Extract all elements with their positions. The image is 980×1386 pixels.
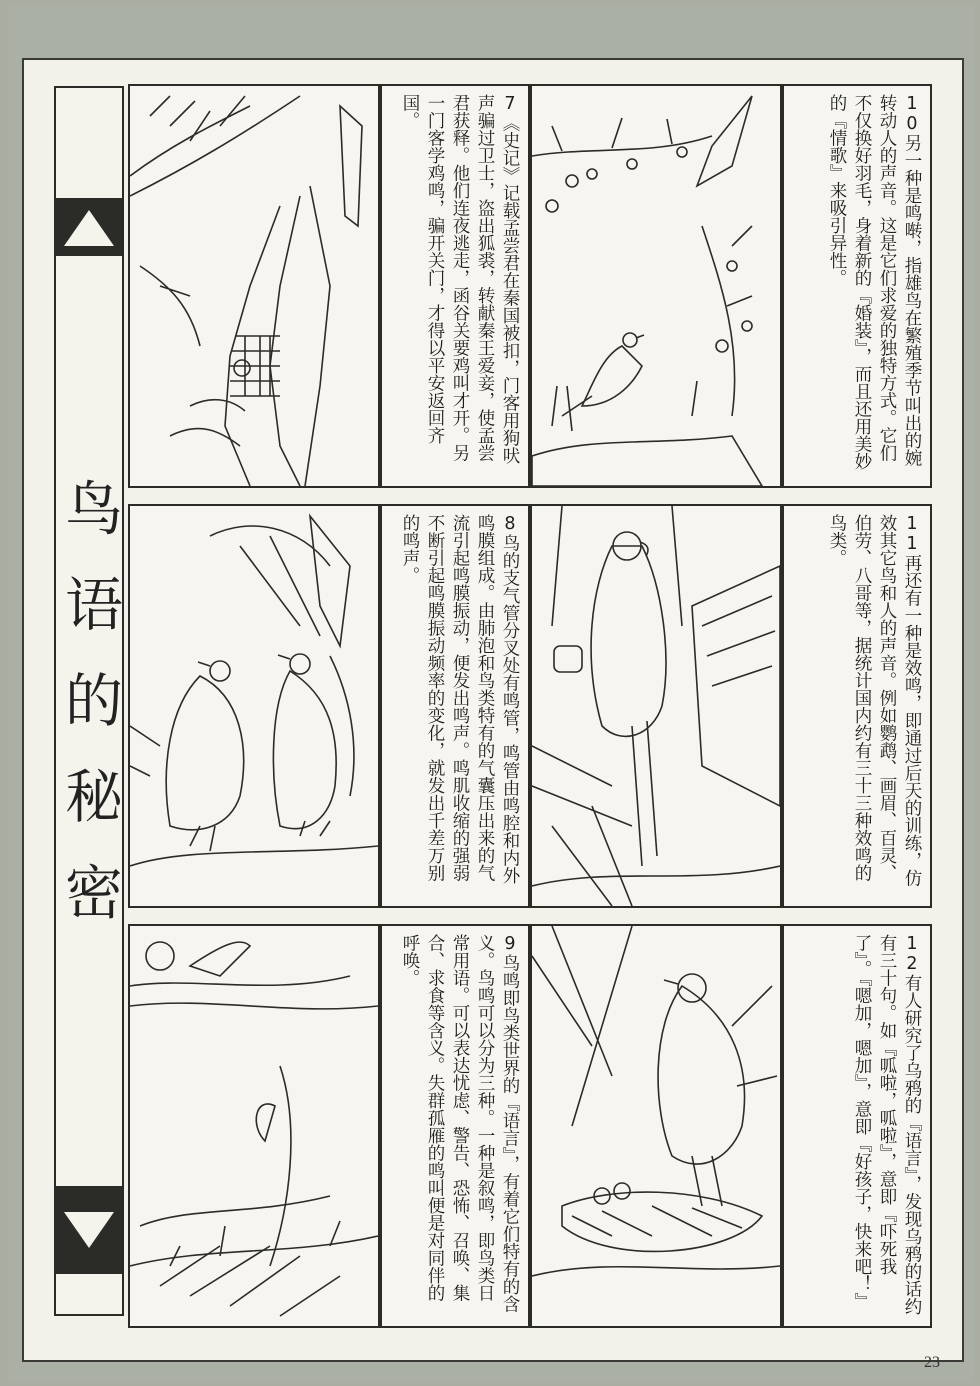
title-column — [54, 86, 124, 1316]
illustration-9-wild-geese — [128, 924, 380, 1328]
page-number: 23 — [924, 1354, 940, 1371]
page-sheet — [8, 6, 974, 1382]
caption-7-body: 《史记》记载孟尝君在秦国被扣，门客用狗吠声骗过卫士，盗出狐裘，转献秦王爱妾，使孟尝君获释。他们连夜逃走，函谷关要鸡叫才开。另一门客学鸡鸣，骗开关门，才得以平安返回齐国。 — [400, 94, 520, 464]
illustration-11-parrot — [530, 504, 782, 908]
page-frame — [22, 58, 964, 1362]
caption-7-number: 7 — [500, 94, 520, 114]
caption-12-number: 12 — [902, 934, 922, 974]
caption-7 — [380, 84, 530, 488]
page-title: 鸟语的秘密 — [55, 478, 123, 958]
up-triangle-icon — [62, 208, 116, 248]
caption-11-body: 再还有一种是效鸣，即通过后天的训练，仿效其它鸟和人的声音。例如鹦鹉、画眉、百灵、伯劳、八哥等，据统计国内约有三十三种效鸣的鸟类。 — [827, 514, 922, 887]
caption-10-number: 10 — [902, 94, 922, 134]
caption-8 — [380, 504, 530, 908]
caption-11-text — [824, 514, 924, 898]
caption-9-text — [397, 934, 522, 1318]
caption-8-number: 8 — [500, 514, 520, 534]
caption-12-text — [849, 934, 924, 1318]
title-bottom-band — [56, 1186, 122, 1274]
caption-7-text — [397, 94, 522, 478]
caption-12 — [782, 924, 932, 1328]
caption-8-body: 鸟的支气管分叉处有鸣管，鸣管由鸣腔和内外鸣膜组成。由肺泡和鸟类特有的气囊压出来的气流引起鸣膜振动，便发出鸣声。鸣肌收缩的强弱不断引起鸣膜振动频率的变化，就发出千差万别的鸣声。 — [400, 514, 520, 884]
caption-8-text — [397, 514, 522, 898]
caption-12-body: 有人研究了乌鸦的『语言』，发现乌鸦的话约有三十句。如『呱啦，呱啦』，意即『吓死我了』。『嗯加，嗯加』，意即『好孩子，快来吧！』 — [852, 934, 922, 1316]
caption-11 — [782, 504, 932, 908]
caption-10 — [782, 84, 932, 488]
down-triangle-icon — [62, 1210, 116, 1250]
illustration-7-city-wall — [128, 84, 380, 488]
caption-9 — [380, 924, 530, 1328]
caption-9-number: 9 — [500, 934, 520, 954]
caption-11-number: 11 — [902, 514, 922, 554]
title-top-band — [56, 198, 122, 256]
illustration-8-two-birds — [128, 504, 380, 908]
illustration-12-crows-nest — [530, 924, 782, 1328]
caption-10-text — [824, 94, 924, 478]
caption-10-body: 另一种是鸣啭，指雄鸟在繁殖季节叫出的婉转动人的声音。这是它们求爱的独特方式。它们不仅换好羽毛，身着新的『婚装』，而且还用美妙的『情歌』来吸引异性。 — [827, 94, 922, 471]
illustration-10-songbird-blossom — [530, 84, 782, 488]
caption-9-body: 鸟鸣即鸟类世界的『语言』，有着它们特有的含义。鸟鸣可以分为三种。一种是叙鸣，即鸟类日常用语。可以表达忧虑、警告、恐怖、召唤、集合、求食等含义。失群孤雁的鸣叫便是对同伴的呼唤。 — [400, 934, 520, 1313]
